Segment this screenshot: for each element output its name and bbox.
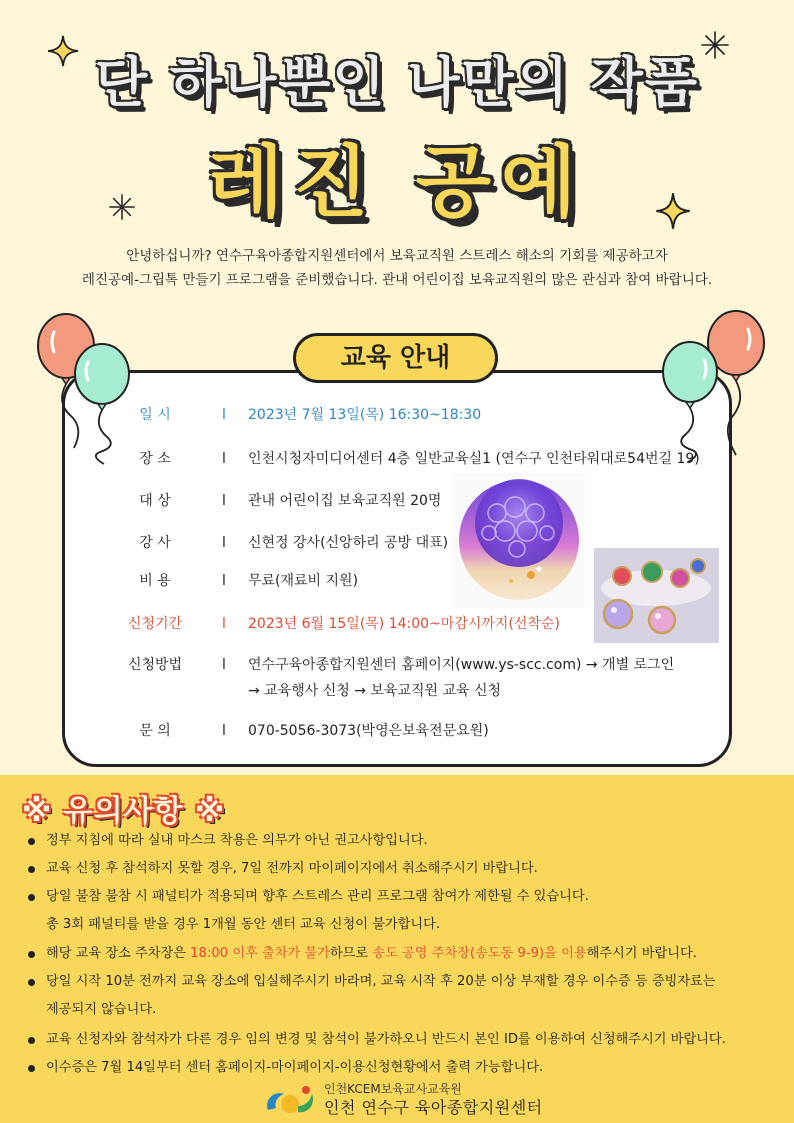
info-label: 일 시	[139, 407, 171, 423]
info-value: 2023년 7월 13일(목) 16:30~18:30	[248, 407, 482, 423]
info-label: 장 소	[139, 451, 171, 467]
bullet-dot-icon	[28, 979, 35, 986]
info-label: 강 사	[139, 535, 171, 551]
intro-line-1: 안녕하십니까? 연수구육아종합지원센터에서 보육교직원 스트레스 해소의 기회를 제공하고자	[126, 248, 668, 264]
asterisk-star-icon	[700, 30, 730, 60]
info-label: 대 상	[139, 493, 171, 509]
info-row-target	[0, 490, 794, 512]
bullet-dot-icon	[28, 1037, 35, 1044]
logo-mark-icon	[262, 1082, 318, 1118]
info-separator: l	[222, 535, 226, 551]
notice-text-part: 해당 교육 장소 주차장은	[46, 946, 191, 961]
notice-text-part: 해주시기 바랍니다.	[586, 946, 697, 961]
bullet-dot-icon	[28, 951, 35, 958]
notice-highlight: 18:00 이후 출차가 불가	[190, 946, 330, 961]
info-value: → 교육행사 신청 → 보육교직원 교육 신청	[248, 683, 502, 699]
bullet-dot-icon	[28, 838, 35, 845]
asterisk-star-icon	[108, 193, 136, 221]
notice-highlight: 송도 공영 주차장(송도동 9-9)을 이용	[372, 946, 587, 961]
info-value: 관내 어린이집 보육교직원 20명	[248, 493, 442, 509]
notice-text: 정부 지침에 따라 실내 마스크 착용은 의무가 아닌 권고사항입니다.	[46, 833, 428, 848]
notice-text: 교육 신청 후 참석하지 못할 경우, 7일 전까지 마이페이지에서 취소해주시기 바랍니다.	[46, 861, 538, 876]
info-card-title: 교육 안내	[293, 333, 498, 383]
info-row-date	[0, 404, 794, 426]
info-row-method	[0, 654, 794, 676]
resin-pendant-photo	[594, 548, 719, 643]
headline-line-1: 단 하나뿐인 나만의 작품	[94, 51, 700, 114]
notice-text: 총 3회 패널티를 받을 경우 1개월 동안 센터 교육 신청이 불가합니다.	[46, 917, 441, 932]
info-separator: l	[222, 573, 226, 589]
info-row-method-cont	[0, 680, 794, 702]
info-value: 연수구육아종합지원센터 홈페이지(www.ys-scc.com) → 개별 로그인	[248, 657, 675, 673]
info-label: 비 용	[139, 573, 171, 589]
intro-line-2: 레진공예-그립톡 만들기 프로그램을 준비했습니다. 관내 어린이집 보육교직원의 많은 관심과 참여 바랍니다.	[81, 272, 713, 288]
info-separator: l	[222, 493, 226, 509]
footer-org-line-2: 인천 연수구 육아종합지원센터	[324, 1098, 543, 1117]
bullet-dot-icon	[28, 866, 35, 873]
info-separator: l	[222, 407, 226, 423]
sparkle-icon	[654, 191, 692, 231]
intro-text	[0, 244, 794, 292]
footer-org-line-1: 인천KCEM보육교사교육원	[324, 1082, 462, 1096]
info-row-place	[0, 448, 794, 470]
notice-text: 제공되지 않습니다.	[46, 1002, 157, 1017]
notice-title: ※ 유의사항 ※	[22, 794, 226, 829]
info-label: 신청기간	[127, 616, 183, 632]
notice-text: 이수증은 7월 14일부터 센터 홈페이지-마이페이지-이용신청현황에서 출력 가능합니다.	[46, 1060, 544, 1075]
info-row-contact	[0, 720, 794, 742]
info-label: 문 의	[139, 723, 171, 739]
info-value: 인천시청자미디어센터 4층 일반교육실1 (연수구 인천타워대로54번길 19)	[248, 451, 700, 467]
sparkle-icon	[46, 34, 80, 68]
info-value: 2023년 6월 15일(목) 14:00~마감시까지(선착순)	[248, 616, 560, 632]
notice-text: 당일 시작 10분 전까지 교육 장소에 입실해주시기 바라며, 교육 시작 후 20분 이상 부재할 경우 이수증 등 증빙자료는	[46, 974, 716, 989]
info-separator: l	[222, 657, 226, 673]
notice-text: 당일 불참 불참 시 패널티가 적용되며 향후 스트레스 관리 프로그램 참여가 제한될 수 있습니다.	[46, 889, 589, 904]
info-separator: l	[222, 616, 226, 632]
notice-text-part: 하므로	[329, 946, 373, 961]
info-value: 신현정 강사(신앙하리 공방 대표)	[248, 535, 449, 551]
info-value: 070-5056-3073(박영은보육전문요원)	[248, 723, 489, 739]
info-label: 신청방법	[127, 657, 183, 673]
info-separator: l	[222, 723, 226, 739]
bullet-dot-icon	[28, 894, 35, 901]
resin-coaster-photo	[453, 473, 585, 608]
bullet-dot-icon	[28, 1065, 35, 1072]
headline-line-2: 레진 공예	[207, 138, 587, 228]
footer-logo	[262, 1080, 562, 1120]
info-separator: l	[222, 451, 226, 467]
notice-text: 교육 신청자와 참석자가 다른 경우 임의 변경 및 참석이 불가하오니 반드시 본인 ID를 이용하여 신청해주시기 바랍니다.	[46, 1032, 726, 1047]
notice-text	[46, 943, 697, 965]
info-value: 무료(재료비 지원)	[248, 573, 359, 589]
